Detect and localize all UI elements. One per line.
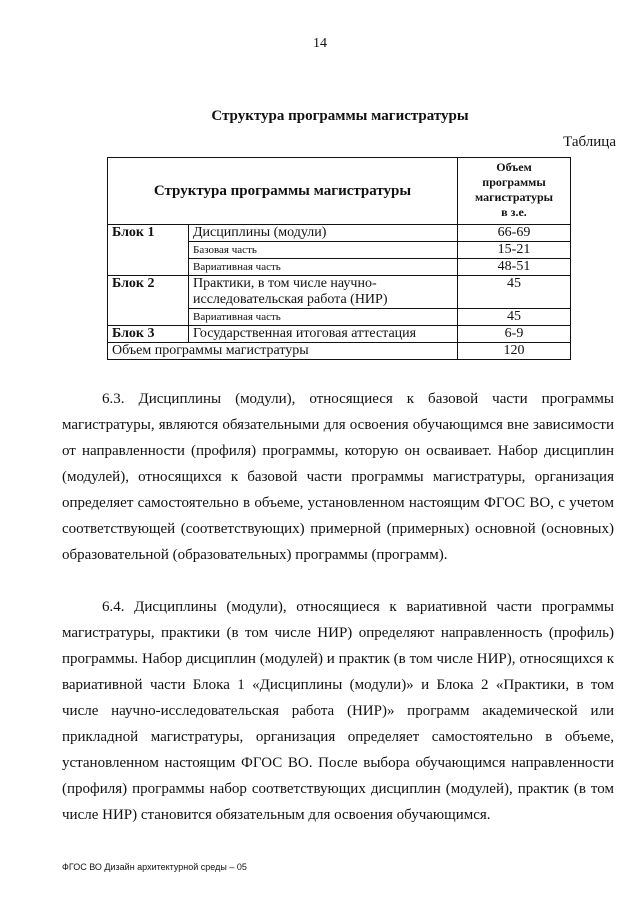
page-number: 14 (313, 36, 327, 51)
paragraph-6-3-block (62, 386, 614, 568)
row-name: Вариативная часть (189, 309, 458, 326)
total-name: Объем программы магистратуры (108, 343, 458, 360)
row-value: 48-51 (458, 259, 571, 276)
header-volume-line: программы (482, 175, 546, 189)
row-value: 6-9 (458, 326, 571, 343)
row-name: Вариативная часть (189, 259, 458, 276)
header-volume-line: Объем (496, 160, 532, 174)
table-row (108, 326, 571, 343)
table-label: Таблица (563, 134, 616, 150)
row-name: Дисциплины (модули) (189, 225, 458, 242)
row-value: 15-21 (458, 242, 571, 259)
row-name: Базовая часть (189, 242, 458, 259)
block-label: Блок 2 (108, 276, 189, 326)
program-structure-table (107, 157, 571, 360)
row-value: 66-69 (458, 225, 571, 242)
table-title: Структура программы магистратуры (211, 108, 469, 124)
header-volume-line: в з.е. (501, 205, 527, 219)
header-volume-line: магистратуры (475, 190, 553, 204)
row-name: Практики, в том числе научно-исследовательская работа (НИР) (189, 276, 458, 309)
header-structure: Структура программы магистратуры (108, 158, 458, 225)
row-name: Государственная итоговая аттестация (189, 326, 458, 343)
block-label: Блок 3 (108, 326, 189, 343)
header-volume (458, 158, 571, 225)
paragraph-6-4-block (62, 594, 614, 828)
paragraph-6-3: 6.3. Дисциплины (модули), относящиеся к базовой части программы магистратуры, являются обязательными для освоения обучающимся вне зависимости от направленности (профиля) программы, которую он осваивает. Набор дисциплин (модулей), относящихся к базовой части программы магистратуры, организация определяет самостоятельно в объеме, установленном настоящим ФГОС ВО, с учетом соответствующей (соответствующих) примерной (примерных) основной (основных) образовательной (образовательных) программы (программ). (62, 391, 614, 563)
table-header-row (108, 158, 571, 225)
total-value: 120 (458, 343, 571, 360)
row-value: 45 (458, 309, 571, 326)
block-label: Блок 1 (108, 225, 189, 276)
table-row (108, 225, 571, 242)
table-total-row (108, 343, 571, 360)
table-row (108, 276, 571, 309)
paragraph-6-4: 6.4. Дисциплины (модули), относящиеся к вариативной части программы магистратуры, практики (в том числе НИР) определяют направленность (профиль) программы. Набор дисциплин (модулей) и практик (в том числе НИР), относящихся к вариативной части Блока 1 «Дисциплины (модули)» и Блока 2 «Практики, в том числе научно-исследовательская работа (НИР)» программ академической или прикладной магистратуры, организация определяет самостоятельно в объеме, установленном настоящим ФГОС ВО. После выбора обучающимся направленности (профиля) программы набор соответствующих дисциплин (модулей), практик (в том числе НИР) становится обязательным для освоения обучающимся. (62, 599, 614, 823)
row-value: 45 (458, 276, 571, 309)
footer-note: ФГОС ВО Дизайн архитектурной среды – 05 (62, 862, 247, 872)
